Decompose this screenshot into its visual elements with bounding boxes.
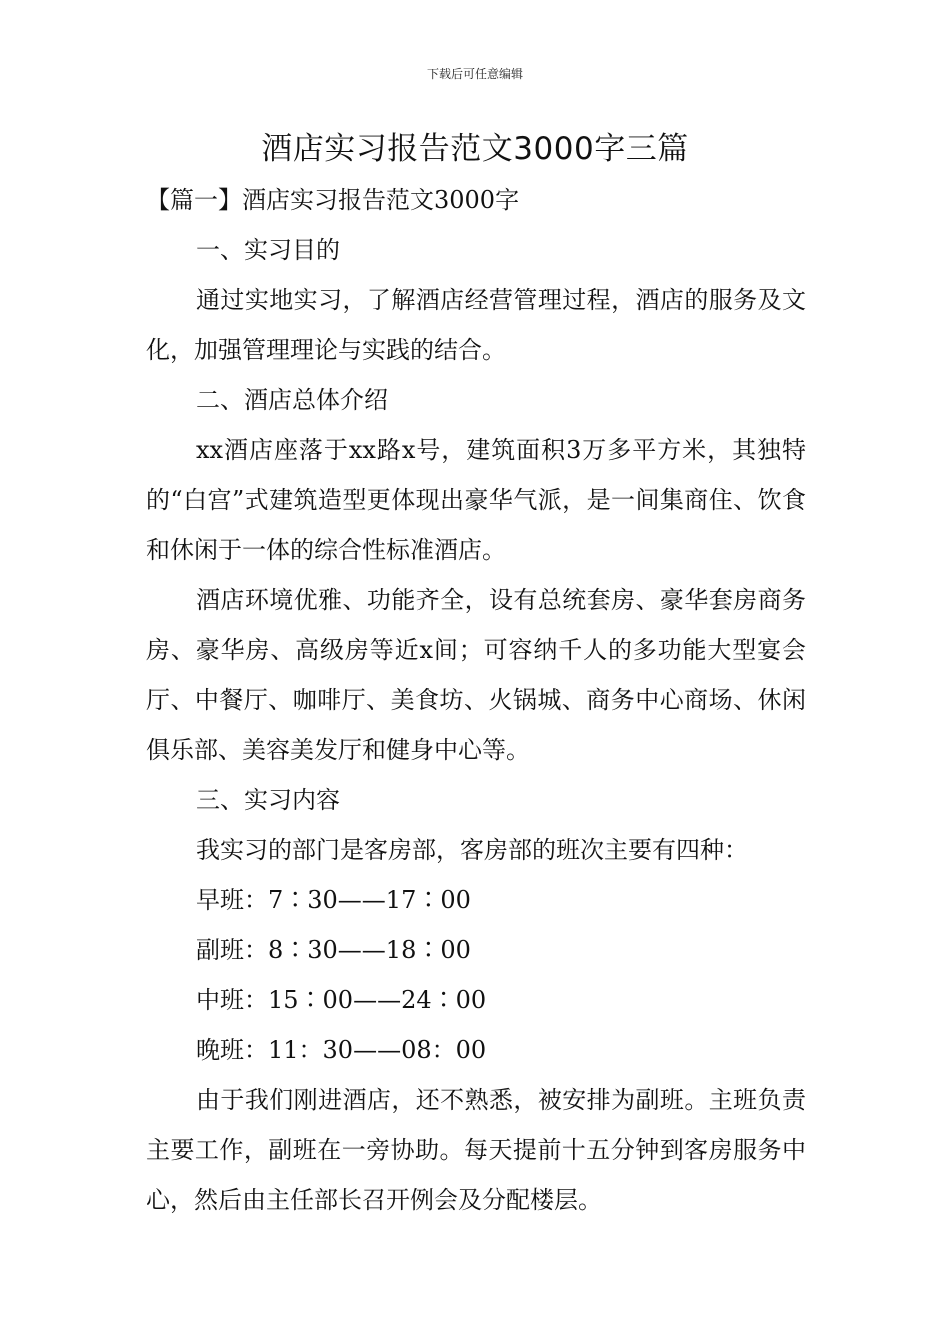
paragraph: 由于我们刚进酒店，还不熟悉，被安排为副班。主班负责主要工作，副班在一旁协助。每天提前十五分钟到客房服务中心，然后由主任部长召开例会及分配楼层。 xyxy=(146,1086,806,1214)
document-body xyxy=(146,175,806,1225)
paragraph: 我实习的部门是客房部，客房部的班次主要有四种： xyxy=(196,836,748,864)
document-title: 酒店实习报告范文3000字三篇 xyxy=(261,131,689,167)
section-heading: 三、实习内容 xyxy=(196,786,340,814)
paragraph: 酒店环境优雅、功能齐全，设有总统套房、豪华套房商务房、豪华房、高级房等近x间；可容纳千人的多功能大型宴会厅、中餐厅、咖啡厅、美食坊、火锅城、商务中心商场、休闲俱乐部、美容美发厅和健身中心等。 xyxy=(146,586,806,764)
header-note: 下载后可任意编辑 xyxy=(426,67,523,81)
shift-line: 早班：7∶30——17∶00 xyxy=(196,886,471,914)
shift-line: 晚班：11：30——08：00 xyxy=(196,1036,487,1064)
section-heading: 一、实习目的 xyxy=(196,236,340,264)
paragraph: 通过实地实习，了解酒店经营管理过程，酒店的服务及文化，加强管理理论与实践的结合。 xyxy=(146,286,806,364)
part-heading: 【篇一】酒店实习报告范文3000字 xyxy=(146,186,520,214)
section-heading: 二、酒店总体介绍 xyxy=(196,386,388,414)
shift-line: 中班：15∶00——24∶00 xyxy=(196,986,487,1014)
shift-line: 副班：8∶30——18∶00 xyxy=(196,936,471,964)
paragraph: xx酒店座落于xx路x号，建筑面积3万多平方米，其独特的“白宫”式建筑造型更体现出豪华气派，是一间集商住、饮食和休闲于一体的综合性标准酒店。 xyxy=(146,436,806,564)
